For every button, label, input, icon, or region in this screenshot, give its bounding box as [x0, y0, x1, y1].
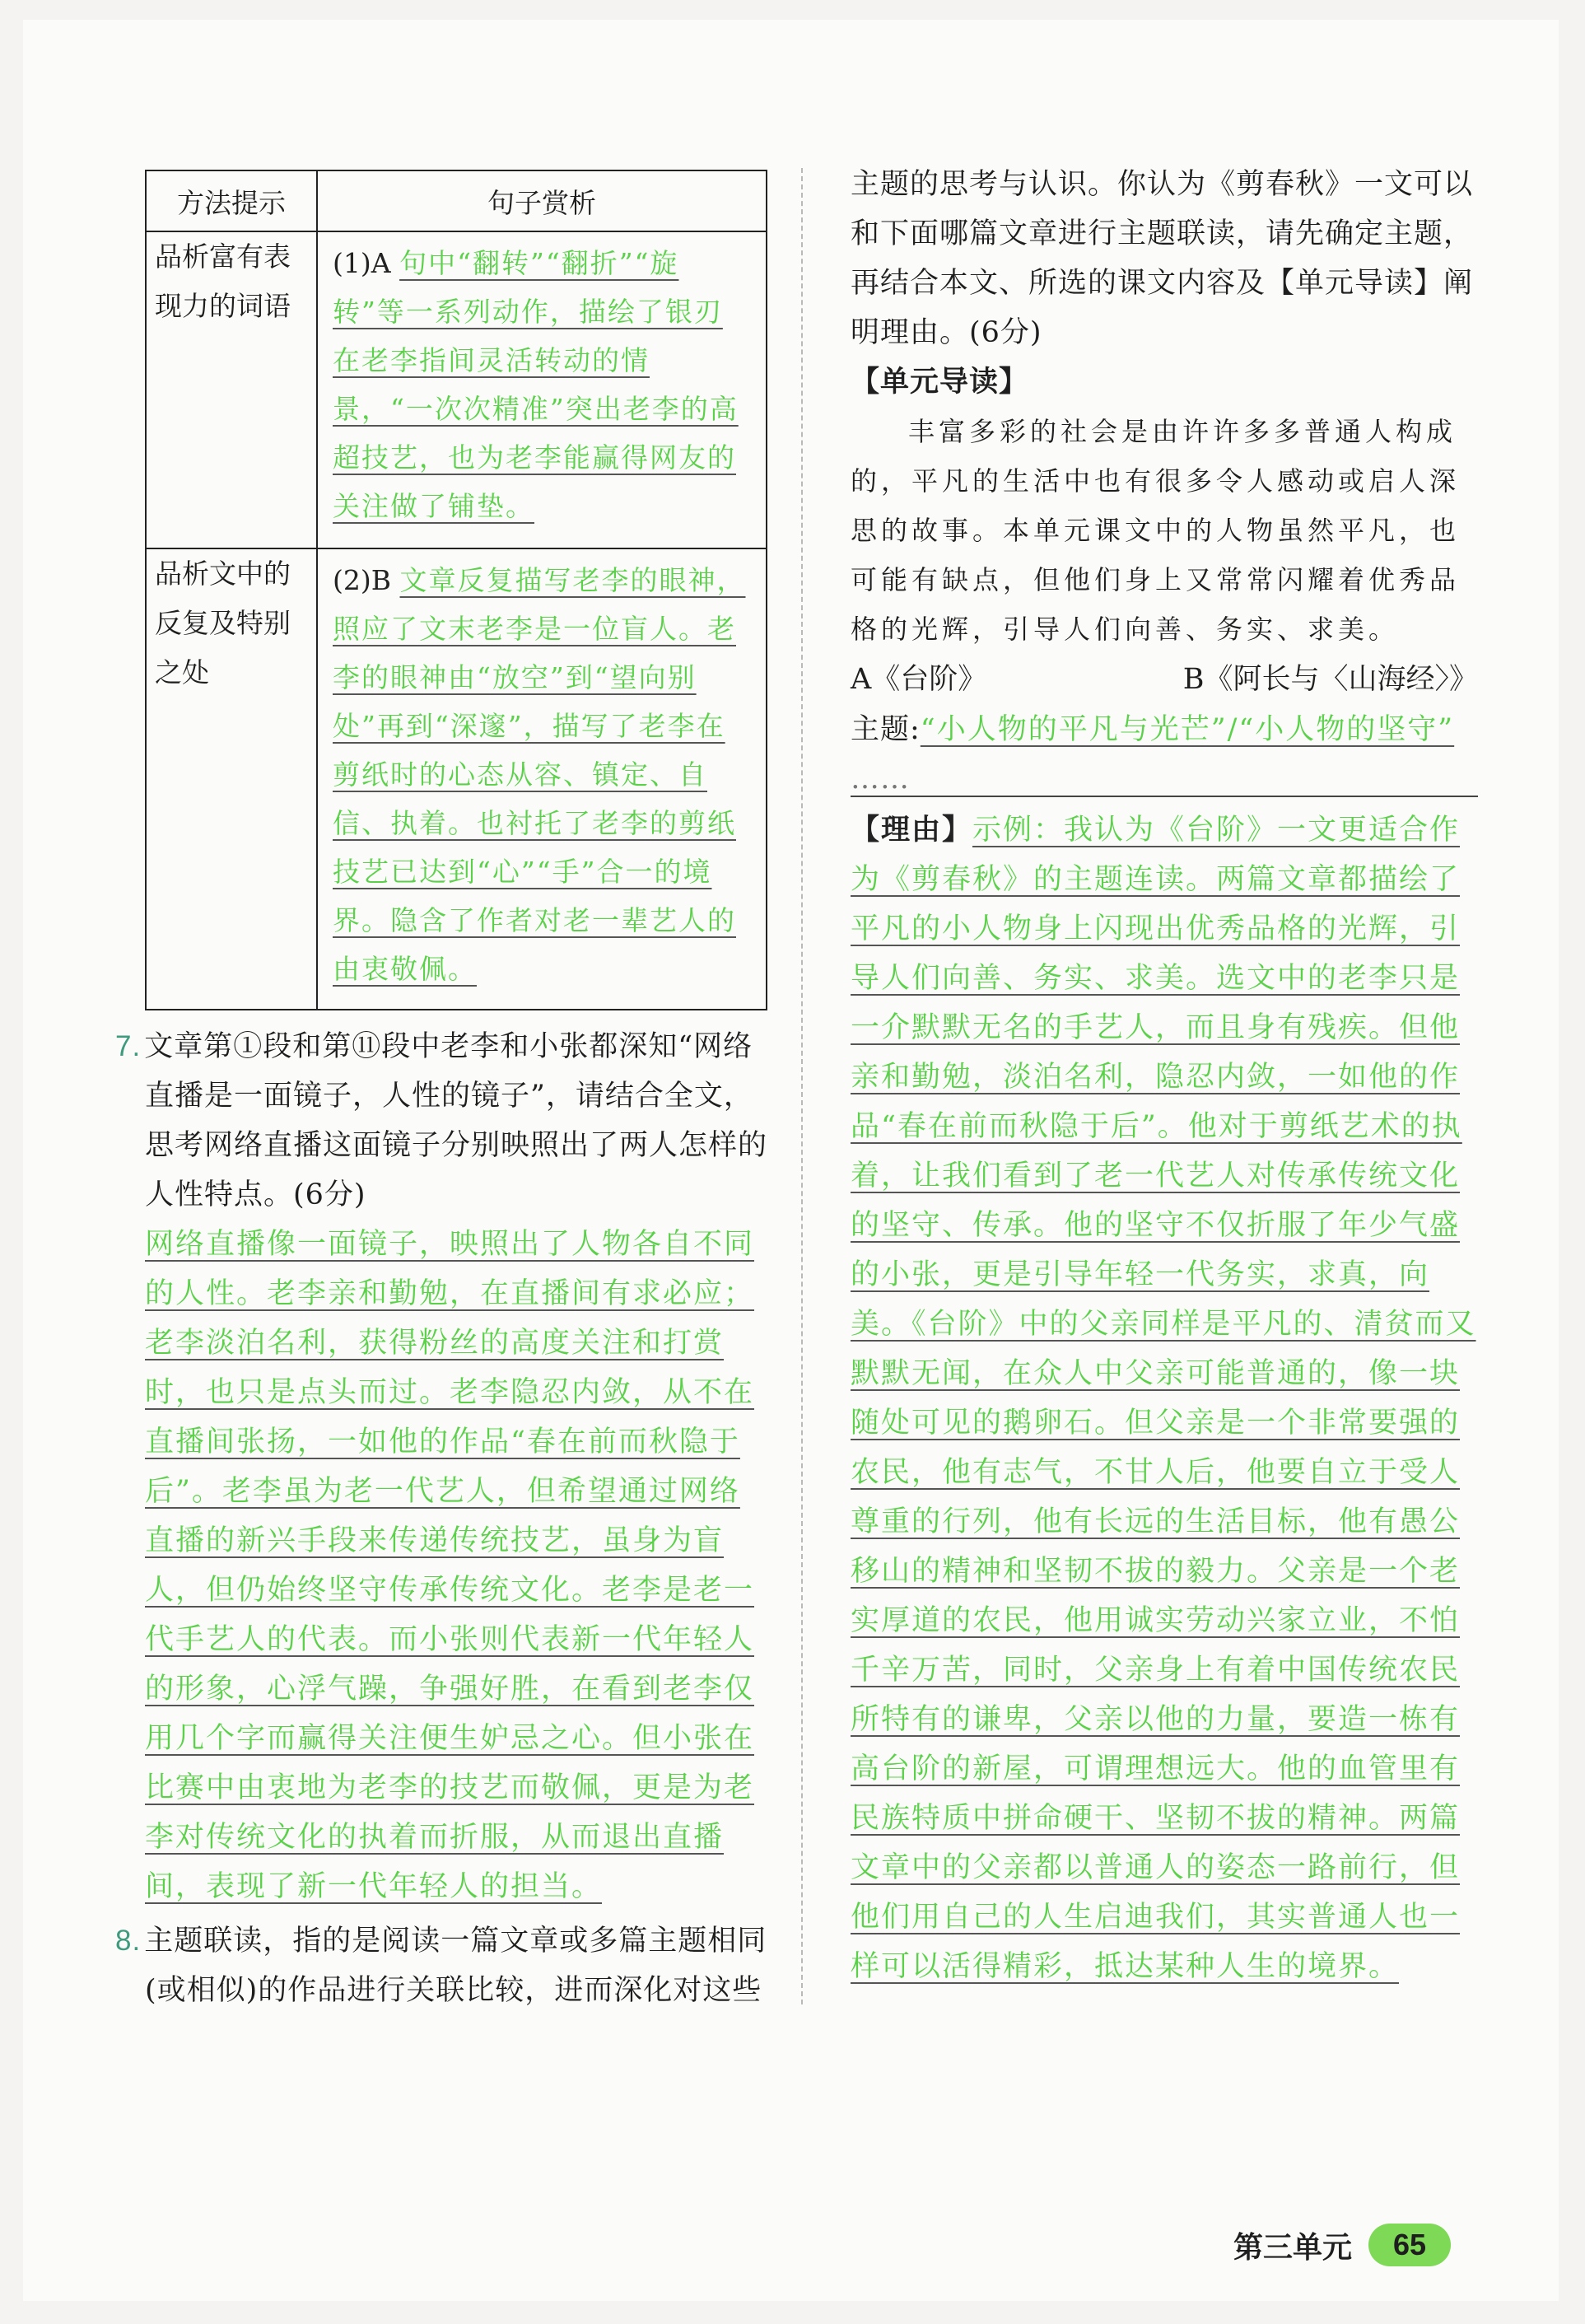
right-column	[851, 160, 1478, 1991]
answer-text: 网络直播像一面镜子，映照出了人物各自不同的人性。老李亲和勤勉，在直播间有求必应；老李淡泊名利，获得粉丝的高度关注和打赏时，也只是点头而过。老李隐忍内敛，从不在直播间张扬，一如他的作品“春在前而秋隐于后”。老李虽为老一代艺人，但希望通过网络直播的新兴手段来传递传统技艺，虽身为盲人，但仍始终坚守传承传统文化。老李是老一代手艺人的代表。而小张则代表新一代年轻人的形象，心浮气躁，争强好胜，在看到老李仅用几个字而赢得关注便生妒忌之心。但小张在比赛中由衷地为老李的技艺而敬佩，更是为老李对传统文化的执着而折服，从而退出直播间，表现了新一代年轻人的担当。	[145, 1228, 755, 1903]
theme-line	[851, 705, 1478, 754]
option-b: B《阿长与〈山海经〉》	[1182, 663, 1478, 696]
page-footer	[1233, 2224, 1451, 2266]
left-column	[115, 170, 768, 2015]
page-number: 65	[1368, 2224, 1451, 2266]
reason-label: 【理由】	[851, 813, 973, 847]
answer-text: 文章反复描写老李的眼神，照应了文末老李是一位盲人。老李的眼神由“放空”到“望向别处”再到“深邃”，描写了老李在剪纸时的心态从容、镇定、自信、执着。也衬托了老李的剪纸技艺已达到“心”“手”合一的境界。隐含了作者对老一辈艺人的由衷敬佩。	[333, 564, 746, 985]
question-7-answer	[145, 1220, 767, 1911]
question-number: 8.	[115, 1925, 142, 1957]
answer-label: (2)B	[333, 564, 391, 596]
table-row	[146, 548, 767, 1010]
answer-rule	[851, 794, 1478, 797]
column-divider	[801, 168, 803, 2004]
theme-answer: “小人物的平凡与光芒”/“小人物的坚守”	[920, 713, 1455, 746]
method-table	[145, 170, 767, 1010]
option-a: A《台阶》	[851, 663, 987, 696]
table-row	[146, 231, 767, 548]
question-text: 主题联读，指的是阅读一篇文章或多篇主题相同(或相似)的作品进行关联比较，进而深化对这些	[144, 1925, 767, 2007]
answer-text: 句中“翻转”“翻折”“旋转”等一系列动作，描绘了银刃在老李指间灵活转动的情景，“一次次精准”突出老李的高超技艺，也为老李能赢得网友的关注做了铺垫。	[333, 247, 739, 522]
table-header-analysis: 句子赏析	[317, 170, 767, 231]
options-row	[851, 654, 1478, 705]
reason-answer: 示例：我认为《台阶》一文更适合作为《剪春秋》的主题连读。两篇文章都描绘了平凡的小人物身上闪现出优秀品格的光辉，引导人们向善、务实、求美。选文中的老李只是一介默默无名的手艺人，而且身有残疾。但他亲和勤勉，淡泊名利，隐忍内敛，一如他的作品“春在前而秋隐于后”。他对于剪纸艺术的执着，让我们看到了老一代艺人对传承传统文化的坚守、传承。他的坚守不仅折服了年少气盛的小张，更是引导年轻一代务实，求真，向美。《台阶》中的父亲同样是平凡的、清贫而又默默无闻，在众人中父亲可能普通的，像一块随处可见的鹅卵石。但父亲是一个非常要强的农民，他有志气，不甘人后，他要自立于受人尊重的行列，他有长远的生活目标，他有愚公移山的精神和坚韧不拔的毅力。父亲是一个老实厚道的农民，他用诚实劳动兴家立业，不怕千辛万苦，同时，父亲身上有着中国传统农民所特有的谦卑，父亲以他的力量，要造一栋有高台阶的新屋，可谓理想远大。他的血管里有民族特质中拼命硬干、坚韧不拔的精神。两篇文章中的父亲都以普通人的姿态一路前行，但他们用自己的人生启迪我们，其实普通人也一样可以活得精彩，抵达某种人生的境界。	[851, 814, 1476, 1983]
theme-more: ……	[851, 763, 910, 796]
table-header-method: 方法提示	[146, 170, 317, 231]
theme-label: 主题:	[851, 713, 921, 746]
question-number: 7.	[115, 1030, 142, 1062]
method-cell: 品析富有表现力的词语	[146, 231, 317, 548]
question-8-continued: 主题的思考与认识。你认为《剪春秋》一文可以和下面哪篇文章进行主题联读，请先确定主题，再结合本文、所选的课文内容及【单元导读】阐明理由。(6分)	[851, 168, 1474, 349]
analysis-cell	[317, 548, 767, 1010]
table-header-row	[146, 170, 767, 231]
question-text: 文章第①段和第⑪段中老李和小张都深知“网络直播是一面镜子，人性的镜子”，请结合全文，思考网络直播这面镜子分别映照出了两人怎样的人性特点。(6分)	[144, 1030, 768, 1211]
analysis-cell	[317, 231, 767, 548]
unit-intro-text: 丰富多彩的社会是由许许多多普通人构成的，平凡的生活中也有很多令人感动或启人深思的故事。本单元课文中的人物虽然平凡，也可能有缺点，但他们身上又常常闪耀着优秀品格的光辉，引导人们向善、务实、求美。	[851, 416, 1461, 645]
unit-intro-title: 【单元导读】	[851, 365, 1029, 399]
answer-label: (1)A	[333, 247, 391, 279]
reason-block	[851, 805, 1478, 1991]
method-cell: 品析文中的反复及特别之处	[146, 548, 317, 1010]
question-7	[115, 1022, 767, 1220]
unit-label: 第三单元	[1233, 2230, 1353, 2265]
workbook-page	[23, 20, 1559, 2301]
question-8	[115, 1916, 767, 2015]
